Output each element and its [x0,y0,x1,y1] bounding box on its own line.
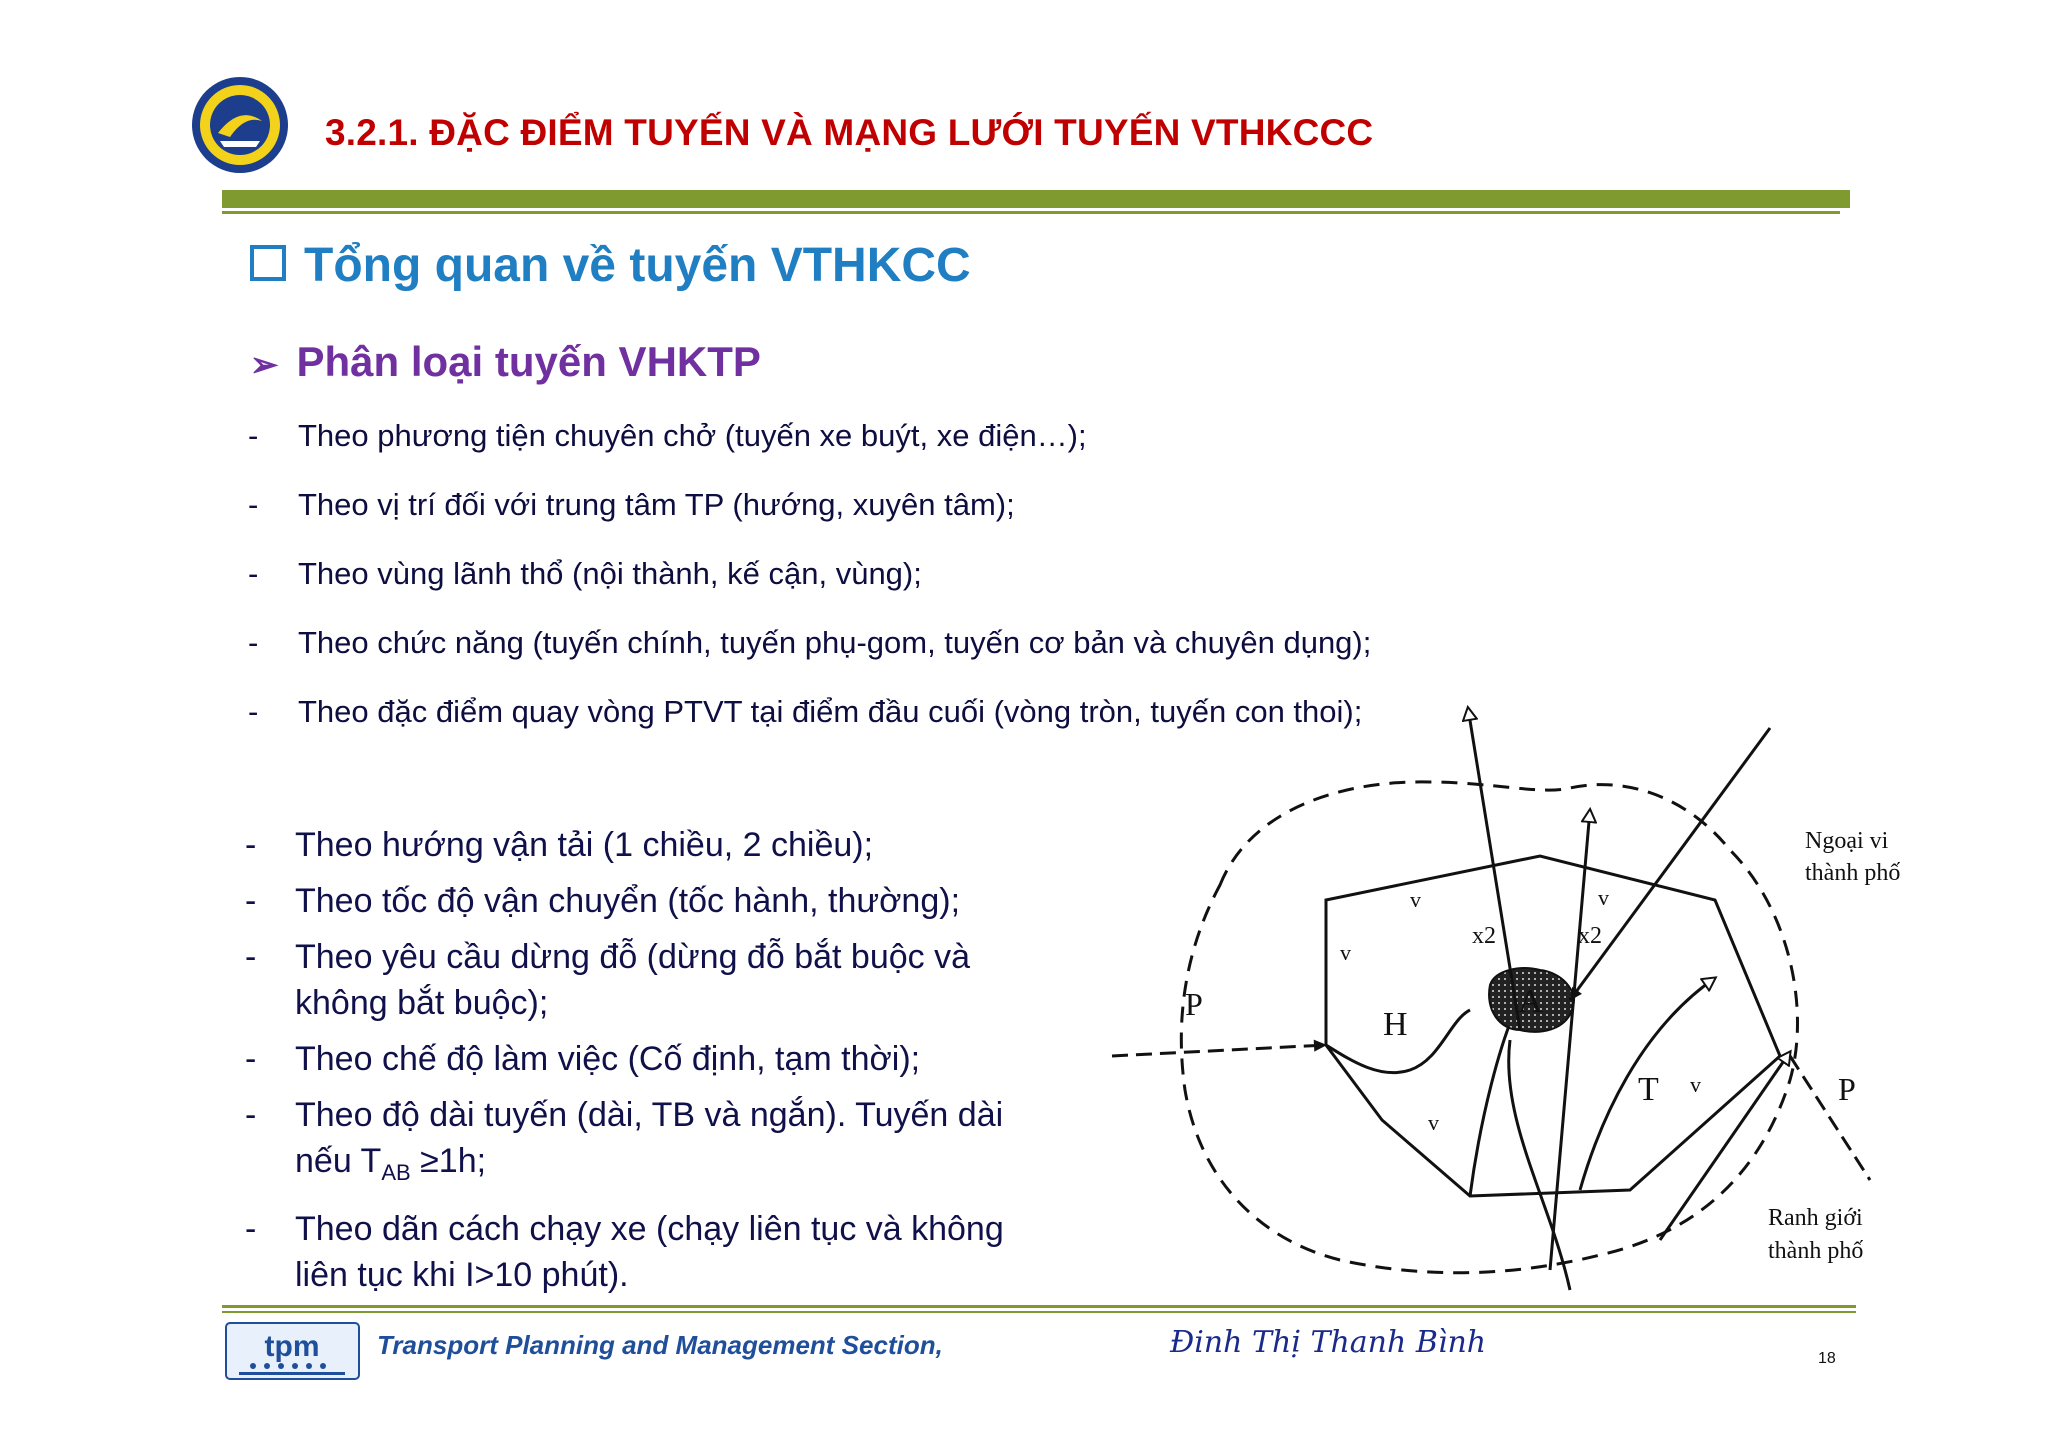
list-item: - Theo đặc điểm quay vòng PTVT tại điểm đầu cuối (vòng tròn, tuyến con thoi); [248,694,1371,763]
label-v: v [1428,1110,1439,1135]
external-route-left [1112,1045,1326,1056]
radial-route-north-right [1550,810,1590,1270]
slide-title: 3.2.1. ĐẶC ĐIỂM TUYẾN VÀ MẠNG LƯỚI TUYẾN VTHKCCC [325,112,1374,153]
city-boundary [1181,782,1797,1273]
classification-list-secondary [245,822,1065,1308]
sub-heading-text: Phân loại tuyến VHKTP [296,338,761,385]
list-item: - Theo chế độ làm việc (Cố định, tạm thời); [245,1036,1065,1082]
svg-text:tpm: tpm [264,1330,320,1363]
label-x2-right: x2 [1578,923,1602,949]
list-item: - Theo tốc độ vận chuyển (tốc hành, thường); [245,878,1065,924]
external-route-right [1790,1056,1870,1180]
label-v: v [1690,1072,1701,1097]
label-outer-2: thành phố [1805,860,1901,886]
sub-heading [250,338,761,386]
route-line-diagonal-right [1509,1040,1570,1290]
subscript-ab: AB [381,1159,411,1185]
section-heading-text: Tổng quan về tuyến VTHKCC [304,239,971,292]
label-boundary-2: thành phố [1768,1238,1864,1264]
label-outer-1: Ngoại vi [1805,828,1889,854]
label-p-left: P [1185,986,1203,1022]
list-item: - Theo vùng lãnh thổ (nội thành, kế cận, vùng); [248,556,1371,625]
label-boundary-1: Ranh giới [1768,1205,1863,1231]
page-number: 18 [1818,1350,1836,1367]
label-v: v [1340,940,1351,965]
university-logo [190,75,290,175]
author-signature: Đinh Thị Thanh Bình [1170,1325,1487,1360]
section-heading [250,238,971,293]
list-item: - Theo chức năng (tuyến chính, tuyến phụ-gom, tuyến cơ bản và chuyên dụng); [248,625,1371,694]
header-divider-thin [222,211,1840,214]
checkbox-bullet-icon [250,245,286,281]
list-item: - Theo dãn cách chạy xe (chạy liên tục và không liên tục khi I>10 phút). [245,1206,1065,1298]
label-p-right: P [1838,1071,1856,1107]
label-v: v [1598,885,1609,910]
footer-divider [222,1305,1856,1308]
list-item: - Theo hướng vận tải (1 chiều, 2 chiều); [245,822,1065,868]
route-network-diagram [1100,700,1901,1300]
header-divider [222,190,1850,208]
label-x2-left: x2 [1472,923,1496,949]
label-a: A [1518,983,1543,1020]
arrow-bullet-icon: ➢ [250,346,279,384]
label-t: T [1638,1071,1659,1108]
footer-section-name: Transport Planning and Management Section, [377,1330,943,1360]
label-h: H [1383,1006,1408,1043]
list-item: - Theo độ dài tuyến (dài, TB và ngắn). Tuyến dài nếu $T_{AB} \ge 1h$; [245,1092,1065,1196]
list-item: - Theo phương tiện chuyên chở (tuyến xe buýt, xe điện…); [248,418,1371,487]
list-item: - Theo vị trí đối với trung tâm TP (hướng, xuyên tâm); [248,487,1371,556]
footer-divider-thin [222,1311,1856,1313]
list-item: - Theo yêu cầu dừng đỗ (dừng đỗ bắt buộc và không bắt buộc); [245,934,1065,1026]
label-v: v [1410,887,1421,912]
tpm-logo [225,1322,360,1380]
